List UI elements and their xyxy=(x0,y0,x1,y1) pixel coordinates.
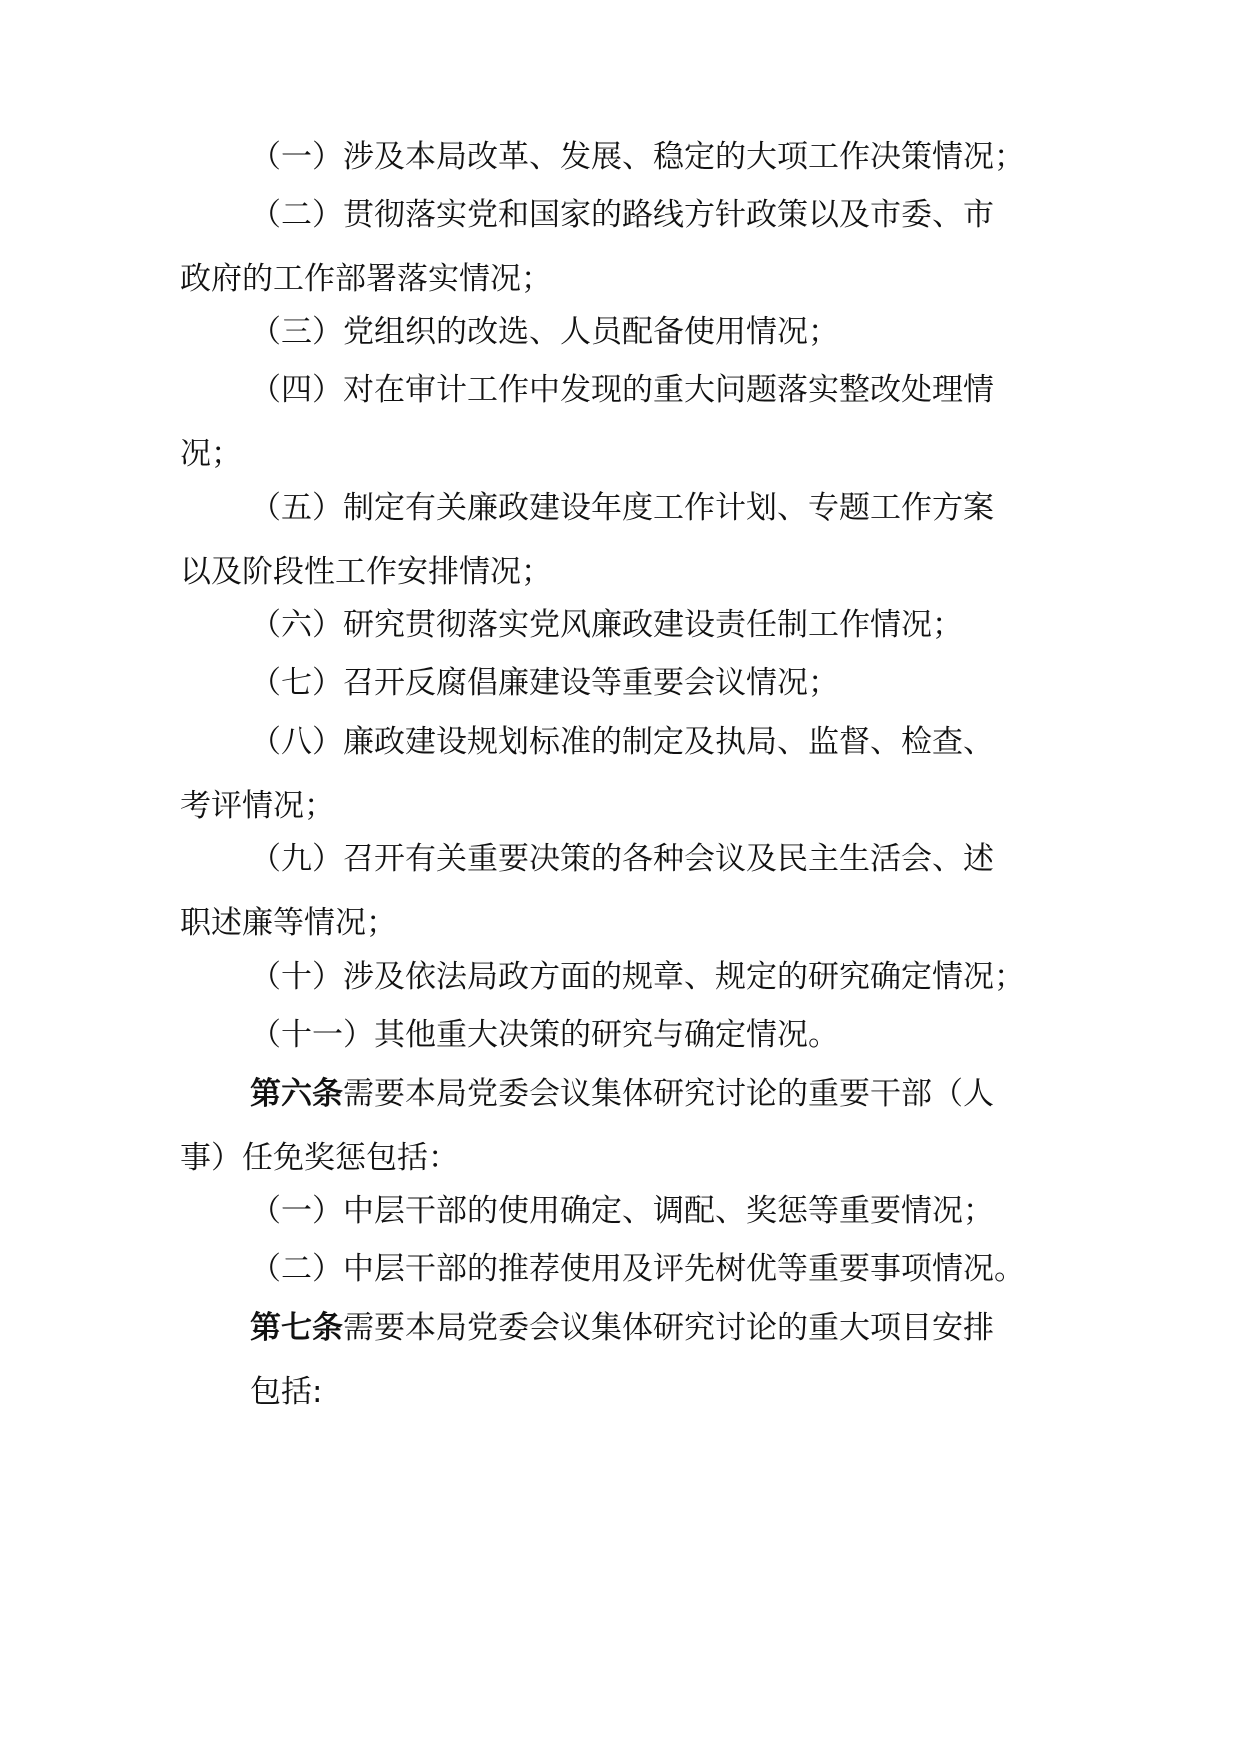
item-label: （七） xyxy=(250,665,343,701)
list-item xyxy=(180,1003,1080,1067)
list-item xyxy=(180,1179,1080,1243)
list-item xyxy=(180,827,1080,955)
item-label: （四） xyxy=(250,372,343,408)
item-label: （十一） xyxy=(250,1017,374,1053)
item-text: 涉及依法局政方面的规章、规定的研究确定情况； xyxy=(343,959,1025,995)
item-text-continued: 以及阶段性工作安排情况； xyxy=(180,554,552,590)
list-item xyxy=(180,300,1080,364)
item-label: （六） xyxy=(250,607,343,643)
item-text: 召开有关重要决策的各种会议及民主生活会、述 xyxy=(343,841,994,877)
item-label: （二） xyxy=(250,197,343,233)
list-item xyxy=(180,476,1080,604)
item-text-continued: 政府的工作部署落实情况； xyxy=(180,261,552,297)
item-text: 对在审计工作中发现的重大问题落实整改处理情 xyxy=(343,372,994,408)
item-text-continued: 考评情况； xyxy=(180,788,335,824)
item-label: （三） xyxy=(250,314,343,350)
item-text: 研究贯彻落实党风廉政建设责任制工作情况； xyxy=(343,607,963,643)
article-seven xyxy=(180,1296,1080,1424)
item-label: （二） xyxy=(250,1251,343,1287)
list-item xyxy=(180,125,1080,189)
list-item xyxy=(180,183,1080,311)
article-text-continued: 事）任免奖惩包括： xyxy=(180,1140,459,1176)
item-text: 召开反腐倡廉建设等重要会议情况； xyxy=(343,665,839,701)
item-label: （九） xyxy=(250,841,343,877)
list-item xyxy=(180,945,1080,1009)
list-item xyxy=(180,593,1080,657)
list-item xyxy=(180,1237,1080,1301)
article-text-continued: 包括: xyxy=(250,1374,323,1410)
article-text: 需要本局党委会议集体研究讨论的重大项目安排 xyxy=(343,1310,994,1346)
article-heading: 第六条 xyxy=(250,1076,343,1112)
item-text: 涉及本局改革、发展、稳定的大项工作决策情况； xyxy=(343,139,1025,175)
item-text: 中层干部的推荐使用及评先树优等重要事项情况。 xyxy=(343,1251,1025,1287)
list-item xyxy=(180,358,1080,486)
item-text: 廉政建设规划标准的制定及执局、监督、检查、 xyxy=(343,724,994,760)
item-text-continued: 况； xyxy=(180,436,242,472)
article-text: 需要本局党委会议集体研究讨论的重要干部（人 xyxy=(343,1076,994,1112)
item-text-continued: 职述廉等情况； xyxy=(180,905,397,941)
item-label: （一） xyxy=(250,1193,343,1229)
item-text: 其他重大决策的研究与确定情况。 xyxy=(374,1017,839,1053)
item-label: （八） xyxy=(250,724,343,760)
item-label: （一） xyxy=(250,139,343,175)
item-text: 党组织的改选、人员配备使用情况； xyxy=(343,314,839,350)
article-six xyxy=(180,1062,1080,1190)
item-text: 中层干部的使用确定、调配、奖惩等重要情况； xyxy=(343,1193,994,1229)
item-label: （五） xyxy=(250,490,343,526)
item-text: 贯彻落实党和国家的路线方针政策以及市委、市 xyxy=(343,197,994,233)
list-item xyxy=(180,710,1080,838)
item-label: （十） xyxy=(250,959,343,995)
list-item xyxy=(180,651,1080,715)
item-text: 制定有关廉政建设年度工作计划、专题工作方案 xyxy=(343,490,994,526)
article-heading: 第七条 xyxy=(250,1310,343,1346)
